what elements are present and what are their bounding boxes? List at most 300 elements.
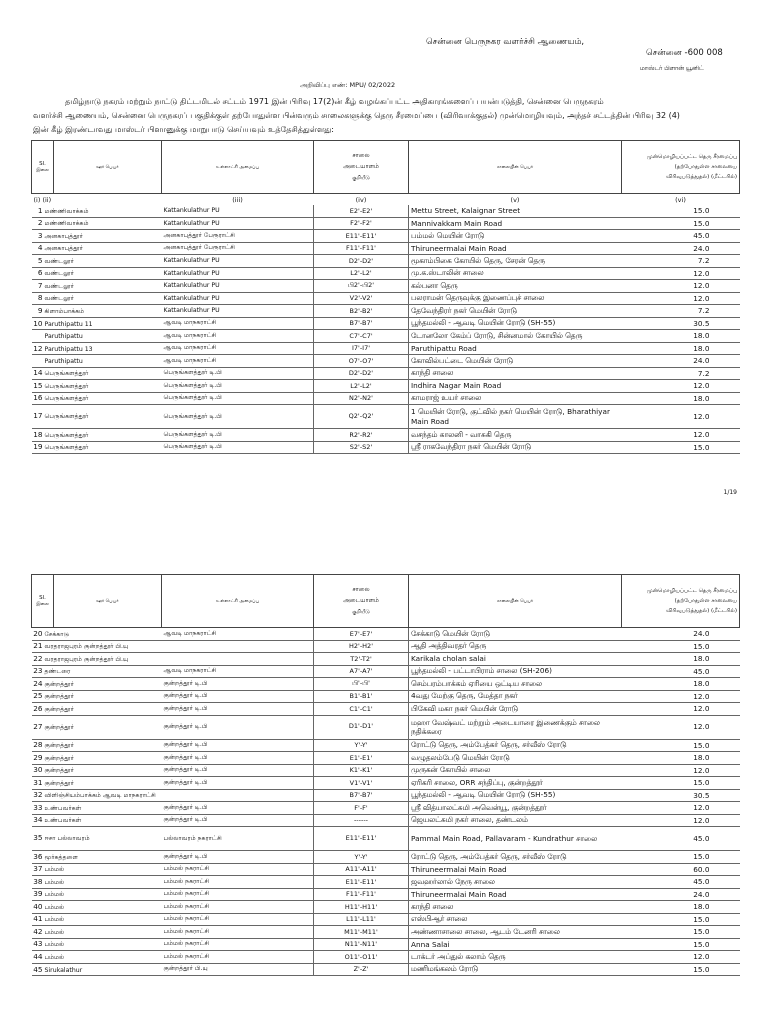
table-row [32,429,740,442]
village-name: ஈசா பல்லாவரம் [44,835,90,843]
serial-number: 35 [33,833,43,843]
width-cell: 15.0 [622,205,740,217]
serial-village-cell [32,752,162,765]
road-mark-cell: L2'-L2' [314,380,409,393]
road-name-cell: Pammal Main Road, Pallavaram - Kundrathur சாலை [409,827,622,851]
serial-village-cell [32,863,162,876]
header-local-body: உள்ளாட்சி அமைப்பு [162,141,314,194]
serial-village-cell [32,913,162,926]
local-body-cell: பம்மல் நகராட்சி [162,876,314,889]
local-body-cell: பெருங்களத்தூர் டி.பி [162,392,314,405]
serial-village-cell [32,267,162,280]
village-name: மண்ணிவாக்கம் [44,220,89,228]
table-row [32,777,740,790]
road-name-cell: பூந்தமல்லி - ஆவடி மெயின் ரோடு (SH-55) [409,317,622,330]
serial-number: 25 [33,691,43,701]
serial-village-cell [32,255,162,268]
road-mark-cell: E11'-E11' [314,876,409,889]
village-name: மண்ணிவாக்கம் [44,207,89,215]
road-name-cell: பூந்தமல்லி - பட்டாபிராம் சாலை (SH-206) [409,665,622,678]
header-proposed-width: முன்மொழியப்பட்ட தெரு சீரமைப்பு (தற்போதுள்ள சாலையை விரிவுபடுத்துதல்) (மீட்டரில்) [622,575,740,628]
table-row [32,963,740,976]
road-name-cell: பூந்தமல்லி - ஆவடி மெயின் ரோடு (SH-55) [409,789,622,802]
road-mark-cell: B2'-B2' [314,305,409,318]
road-name-cell: மணிமங்கலம் ரோடு [409,963,622,976]
road-mark-cell: Y'-Y' [314,851,409,864]
village-name: குன்றத்தூர் [44,705,74,713]
width-cell: 15.0 [622,217,740,230]
village-name: பம்மல் [44,953,65,961]
serial-village-cell [32,405,162,429]
local-body-cell: ஆவடி மாநகராட்சி [162,330,314,343]
width-cell: 18.0 [622,901,740,914]
unit-name: மாஸ்டர் பிளான் யூனிட் [640,65,704,72]
serial-number: 45 [33,964,43,974]
road-name-cell: எஸ்பிஆர் சாலை [409,913,622,926]
local-body-cell [162,640,314,653]
serial-village-cell [32,764,162,777]
serial-number: 41 [33,914,43,924]
road-name-cell: Mettu Street, Kalaignar Street [409,205,622,217]
table-row [32,367,740,380]
width-cell: 15.0 [622,777,740,790]
serial-village-cell [32,690,162,703]
serial-village-cell [32,814,162,827]
local-body-cell: குன்றத்தூர் டி.பி [162,739,314,752]
city-name: சென்னை -600 008 [646,48,723,58]
header-road-name: சாலையின் பெயர் [409,141,622,194]
width-cell: 60.0 [622,863,740,876]
table-row [32,814,740,827]
local-body-cell: பம்மல் நகராட்சி [162,901,314,914]
index-i-ii: (i) (ii) [33,195,52,204]
notice-paragraph [33,95,733,137]
local-body-cell [162,653,314,666]
table-row [32,851,740,864]
village-name: உண்பவர்கள் [44,817,82,825]
serial-number: 27 [33,721,43,731]
local-body-cell: பம்மல் நகராட்சி [162,913,314,926]
table-row [32,355,740,368]
road-name-cell: Thiruneermalai Main Road [409,888,622,901]
serial-number: 7 [37,280,43,290]
village-name: கிளாம்பாக்கம் [44,307,85,315]
table-row [32,690,740,703]
local-body-cell: அனகாபுத்தூர் பேரூராட்சி [162,230,314,243]
serial-village-cell [32,851,162,864]
village-name: பெருங்களத்தூர் [44,431,89,439]
local-body-cell: குன்றத்தூர் டி.பி [162,703,314,716]
table-body [32,194,740,454]
village-name: பெருங்களத்தூர் [44,444,89,452]
local-body-cell: Kattankulathur PU [162,267,314,280]
width-cell: 15.0 [622,851,740,864]
village-name: சேக்காடு [44,630,69,638]
table-row [32,703,740,716]
road-name-cell: ஸ்ரீ வித்யாலட்சுமி அவென்யூ, குன்றத்தூர் [409,802,622,815]
table-body [32,628,740,976]
road-mark-cell: V2'-V2' [314,292,409,305]
width-cell: 12.0 [622,280,740,293]
serial-number: 16 [33,393,43,403]
village-name: குன்றத்தூர் [44,754,74,762]
local-body-cell: Kattankulathur PU [162,280,314,293]
header-proposed-width: முன்மொழியப்பட்ட தெரு சீரமைப்பு (தற்போதுள்ள சாலையை விரிவுபடுத்துதல்) (மீட்டரில்) [622,141,740,194]
header-sl: Sl. இலை [32,141,54,194]
table-row [32,405,740,429]
serial-village-cell [32,739,162,752]
serial-village-cell [32,802,162,815]
serial-number: 28 [33,740,43,750]
serial-village-cell [32,703,162,716]
serial-number: 23 [33,666,43,676]
road-name-cell: பலராமன் தெருவுக்கு இணைப்புச் சாலை [409,292,622,305]
table-row [32,330,740,343]
road-name-cell: மூகாம்பிகை கோயில் தெரு, சேரன் தெரு [409,255,622,268]
serial-number: 3 [37,230,43,240]
serial-village-cell [32,392,162,405]
serial-village-cell [32,777,162,790]
road-mark-cell: E1'-E1' [314,752,409,765]
village-name: வண்டலூர் [44,257,75,265]
width-cell: 12.0 [622,292,740,305]
index-v: (v) [510,195,520,204]
serial-number: 39 [33,889,43,899]
road-mark-cell: V1'-V1' [314,777,409,790]
table-row [32,876,740,889]
serial-number: 9 [37,305,43,315]
road-mark-cell: H11'-H11' [314,901,409,914]
local-body-cell: குன்றத்தூர் டி.பி [162,814,314,827]
village-name: வரதராஜபுரம் குன்றத்தூர் பி.யு [44,643,129,651]
table-row [32,789,740,802]
serial-number: 18 [33,429,43,439]
local-body-cell: குன்றத்தூர் டி.பி [162,752,314,765]
width-cell: 24.0 [622,888,740,901]
width-cell: 12.0 [622,380,740,393]
table-row [32,764,740,777]
table-row [32,913,740,926]
road-mark-cell: A7'-A7' [314,665,409,678]
serial-number: 17 [33,411,43,421]
local-body-cell: Kattankulathur PU [162,205,314,217]
notice-reference: அறிவிப்பு எண்: MPU/ 02/2022 [300,81,396,89]
serial-village-cell [32,217,162,230]
serial-number: 30 [33,765,43,775]
village-name: பெருங்களத்தூர் [44,370,89,378]
local-body-cell: பெருங்களத்தூர் டி.பி [162,380,314,393]
width-cell: 15.0 [622,913,740,926]
serial-village-cell [32,292,162,305]
road-name-cell: 4வது மேற்கு தெரு, மேத்தா நகர் [409,690,622,703]
table-row [32,888,740,901]
road-name-cell: முருகன் கோயில் சாலை [409,764,622,777]
village-name: பம்மல் [44,916,65,924]
local-body-cell: குன்றத்தூர் டி.பி [162,678,314,691]
village-name: குன்றத்தூர் [44,767,74,775]
road-mark-cell: F11'-F11' [314,242,409,255]
local-body-cell: குன்றத்தூர் டி.பி [162,777,314,790]
width-cell: 18.0 [622,392,740,405]
table-row [32,305,740,318]
width-cell: 15.0 [622,441,740,454]
serial-number: 6 [37,268,43,278]
serial-number: 24 [33,678,43,688]
width-cell: 45.0 [622,876,740,889]
road-mark-cell: B7'-B7' [314,317,409,330]
serial-number: 29 [33,752,43,762]
road-name-cell: Indhira Nagar Main Road [409,380,622,393]
village-name: பம்மல் [44,941,65,949]
org-name: சென்னை பெருநகர வளர்ச்சி ஆணையம், [426,37,585,47]
road-table-page2 [31,574,740,976]
local-body-cell: பெருங்களத்தூர் டி.பி [162,429,314,442]
index-iii: (iii) [232,195,243,204]
serial-number: 12 [33,343,43,353]
width-cell: 12.0 [622,703,740,716]
road-name-cell: ரோட்டு தெரு, அம்பேத்கர் தெரு, சர்வீஸ் ரோடு [409,851,622,864]
road-name-cell: காந்தி சாலை [409,367,622,380]
header-village: ஊர் பெயர் [54,575,162,628]
village-name: அனகாபுத்தூர் [44,245,83,253]
table-row [32,938,740,951]
road-name-cell: கோவில்பட்டை மெயின் ரோடு [409,355,622,368]
serial-number: 10 [33,318,43,328]
table-row [32,392,740,405]
road-name-cell: வசந்தம் காலனி - வாசுகி தெரு [409,429,622,442]
serial-number: 4 [37,243,43,253]
table-row [32,441,740,454]
index-vi: (vi) [675,195,686,204]
serial-village-cell [32,230,162,243]
width-cell: 18.0 [622,653,740,666]
road-mark-cell: D2'-D2' [314,255,409,268]
width-cell: 24.0 [622,355,740,368]
serial-number: 36 [33,851,43,861]
road-name-cell: ஜவஹர்லால் நேரு சாலை [409,876,622,889]
table-row [32,802,740,815]
page-number: 1/19 [723,489,737,496]
table-row [32,951,740,964]
road-name-cell: ஜெயலட்சுமி நகர் சாலை, தண்டலம் [409,814,622,827]
table-row [32,292,740,305]
road-mark-cell: E11'-E11' [314,230,409,243]
table-row [32,665,740,678]
local-body-cell: Kattankulathur PU [162,217,314,230]
table-row [32,901,740,914]
serial-number: 1 [37,205,43,215]
serial-village-cell [32,888,162,901]
road-mark-cell: O11'-O11' [314,951,409,964]
serial-village-cell [32,789,162,802]
road-name-cell: Thiruneermalai Main Road [409,863,622,876]
serial-number: 40 [33,901,43,911]
serial-village-cell [32,951,162,964]
road-mark-cell: E7'-E7' [314,628,409,641]
serial-number: 5 [37,255,43,265]
table-row [32,342,740,355]
table-row [32,827,740,851]
width-cell: 15.0 [622,963,740,976]
road-name-cell: கல்பனா தெரு [409,280,622,293]
index-iv: (iv) [355,195,367,204]
road-mark-cell: C7'-C7' [314,330,409,343]
table-row [32,752,740,765]
serial-village-cell [32,367,162,380]
serial-village-cell [32,901,162,914]
header-village: ஊர் பெயர் [54,141,162,194]
road-mark-cell: H2'-H2' [314,640,409,653]
serial-number: 8 [37,293,43,303]
road-name-cell: Paruthipattu Road [409,342,622,355]
village-name: அனகாபுத்தூர் [44,232,83,240]
road-name-cell: Anna Salai [409,938,622,951]
road-name-cell: வழுதலம்பேடு மெயின் ரோடு [409,752,622,765]
local-body-cell: ஆவடி மாநகராட்சி [162,342,314,355]
local-body-cell: பல்லாவரம் நகராட்சி [162,827,314,851]
local-body-cell: Kattankulathur PU [162,305,314,318]
width-cell: 12.0 [622,429,740,442]
table-row [32,280,740,293]
table-row [32,863,740,876]
road-mark-cell: C1'-C1' [314,703,409,716]
width-cell: 12.0 [622,715,740,739]
road-mark-cell: பி2'-பி2' [314,280,409,293]
width-cell: 7.2 [622,305,740,318]
road-name-cell: தேவேந்திரர் நகர் மெயின் ரோடு [409,305,622,318]
local-body-cell: ஆவடி மாநகராட்சி [162,317,314,330]
serial-village-cell [32,678,162,691]
header-road-name: சாலையின் பெயர் [409,575,622,628]
local-body-cell: பெருங்களத்தூர் டி.பி [162,441,314,454]
width-cell: 12.0 [622,405,740,429]
local-body-cell: பம்மல் நகராட்சி [162,938,314,951]
width-cell: 30.5 [622,789,740,802]
table-row [32,653,740,666]
road-mark-cell: ------ [314,814,409,827]
header-road-mark: சாலை அடையாளம் குறியீடு [314,575,409,628]
serial-number: 44 [33,951,43,961]
width-cell: 12.0 [622,814,740,827]
local-body-cell: குன்றத்தூர் பி.யு [162,963,314,976]
table-row [32,926,740,939]
local-body-cell: குன்றத்தூர் டி.பி [162,851,314,864]
header-sl: Sl. இலை [32,575,54,628]
road-name-cell: பம்மல் மெயின் ரோடு [409,230,622,243]
serial-number: 19 [33,442,43,452]
village-name: பெருங்களத்தூர் [44,413,89,421]
road-mark-cell: S2'-S2' [314,441,409,454]
village-name: Paruthipattu [44,333,83,341]
serial-village-cell [32,355,162,368]
local-body-cell: பம்மல் நகராட்சி [162,863,314,876]
village-name: பம்மல் [44,878,65,886]
width-cell: 12.0 [622,267,740,280]
road-name-cell: ரோட்டு தெரு, அம்பேத்கர் தெரு, சர்வீஸ் ரோடு [409,739,622,752]
village-name: பெருங்களத்தூர் [44,395,89,403]
table-row [32,628,740,641]
road-name-cell: சேக்காடு மெயின் ரோடு [409,628,622,641]
local-body-cell: பம்மல் நகராட்சி [162,926,314,939]
serial-village-cell [32,938,162,951]
serial-village-cell [32,280,162,293]
serial-number: 43 [33,939,43,949]
local-body-cell: ஆவடி மாநகராட்சி [162,628,314,641]
road-mark-cell: N11'-N11' [314,938,409,951]
width-cell: 15.0 [622,938,740,951]
serial-number: 32 [33,790,43,800]
serial-village-cell [32,380,162,393]
serial-village-cell [32,441,162,454]
road-mark-cell: B7'-B7' [314,789,409,802]
local-body-cell: குன்றத்தூர் டி.பி [162,690,314,703]
serial-village-cell [32,628,162,641]
village-name: குன்றத்தூர் [44,779,74,787]
serial-number: 2 [37,218,43,228]
serial-number: 34 [33,815,43,825]
width-cell: 15.0 [622,926,740,939]
table-row [32,205,740,217]
table-row [32,217,740,230]
local-body-cell: ஆவடி மாநகராட்சி [162,355,314,368]
road-mark-cell: F'-F' [314,802,409,815]
width-cell: 18.0 [622,752,740,765]
serial-village-cell [32,715,162,739]
road-name-cell: ஸ்ரீ ராகவேந்திரா நகர் மெயின் ரோடு [409,441,622,454]
local-body-cell: அனகாபுத்தூர் பேரூராட்சி [162,242,314,255]
village-name: உண்பவர்கள் [44,804,82,812]
width-cell: 7.2 [622,255,740,268]
village-name: பம்மல் [44,891,65,899]
road-mark-cell: O7'-O7' [314,355,409,368]
village-name: Paruthipattu 13 [44,345,93,353]
road-table-page1 [31,140,740,454]
serial-number: 14 [33,368,43,378]
serial-number: 20 [33,628,43,638]
road-name-cell: அண்ணாசாலை சாலை, ஆடம் டேனரி சாலை [409,926,622,939]
village-name: வண்டலூர் [44,270,75,278]
road-name-cell: ஆதி அத்திவரதர் தெரு [409,640,622,653]
local-body-cell: குன்றத்தூர் டி.பி [162,715,314,739]
road-mark-cell: E11'-E11' [314,827,409,851]
serial-village-cell [32,827,162,851]
serial-number: 22 [33,653,43,663]
serial-number: 33 [33,802,43,812]
road-name-cell: Karikala cholan salai [409,653,622,666]
road-name-cell: காமராஜ் உயர் சாலை [409,392,622,405]
width-cell: 12.0 [622,764,740,777]
village-name: குன்றத்தூர் [44,723,74,731]
serial-village-cell [32,665,162,678]
village-name: வண்டலூர் [44,295,75,303]
serial-number: 26 [33,703,43,713]
road-mark-cell: F11'-F11' [314,888,409,901]
village-name: விளிஞ்சியம்பாக்கம் ஆவடி மாநகராட்சி [44,792,156,800]
width-cell: 24.0 [622,242,740,255]
width-cell: 12.0 [622,690,740,703]
road-name-cell: டோனலோ கேம்ப் ரோடு, சின்னமால் கோயில் தெரு [409,330,622,343]
road-mark-cell: Z'-Z' [314,963,409,976]
road-mark-cell: பி'-பி' [314,678,409,691]
local-body-cell: Kattankulathur PU [162,255,314,268]
road-mark-cell: I7'-I7' [314,342,409,355]
road-mark-cell: E2'-E2' [314,205,409,217]
serial-village-cell [32,963,162,976]
village-name: மூர்கத்தளை [44,853,79,861]
road-name-cell: மஹா வேஷ்வட் மற்றும் அடையாரை இணைக்கும் சாலை நதிக்கரை [409,715,622,739]
local-body-cell: Kattankulathur PU [162,292,314,305]
local-body-cell: பம்மல் நகராட்சி [162,951,314,964]
